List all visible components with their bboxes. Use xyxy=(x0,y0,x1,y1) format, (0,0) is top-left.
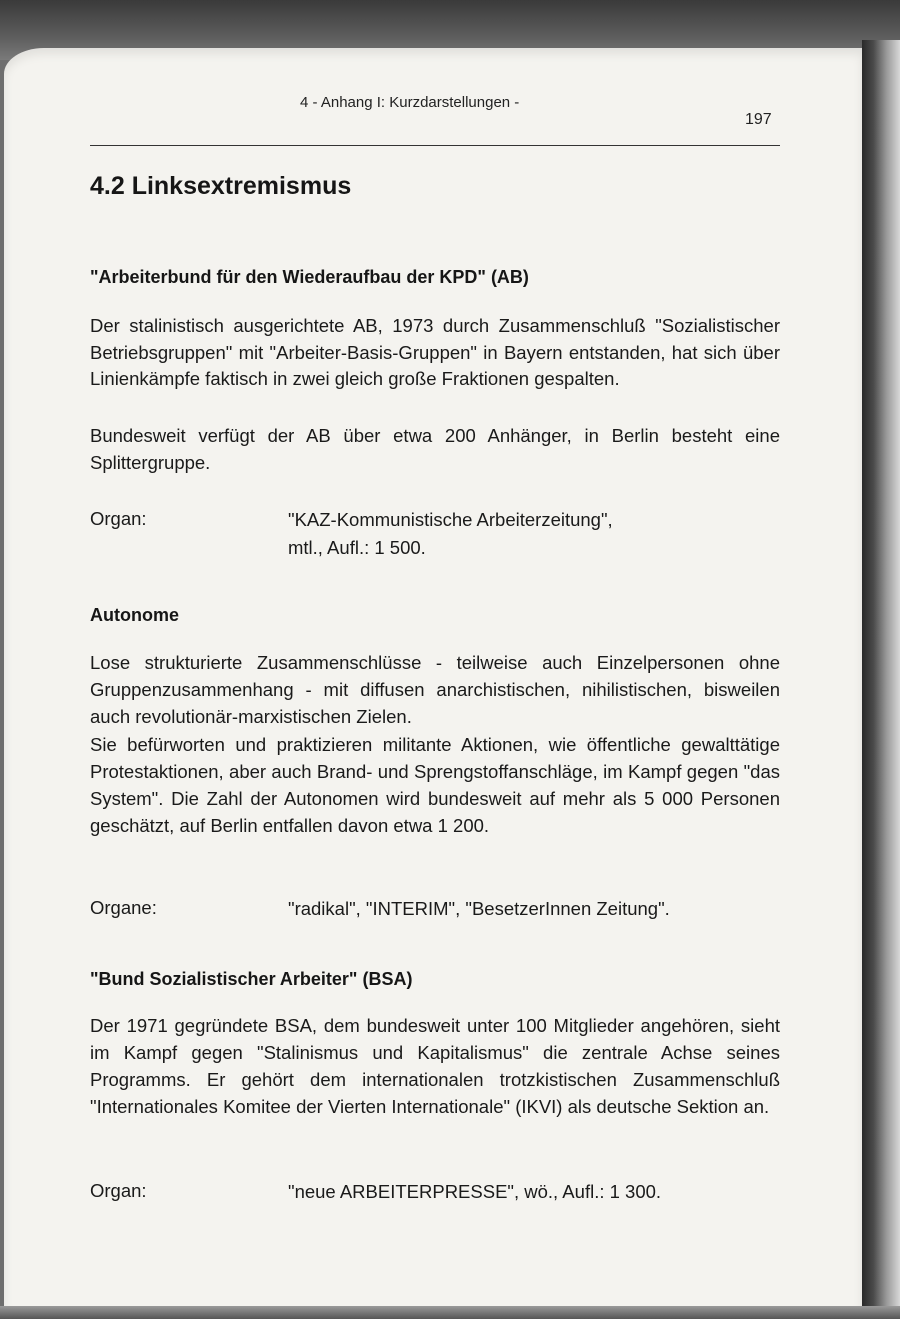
page-number: 197 xyxy=(745,111,772,128)
book-edge-bottom xyxy=(0,1306,900,1319)
entry-ab-organ xyxy=(288,506,613,562)
entry-bsa-organ-line-1: "neue ARBEITERPRESSE", wö., Aufl.: 1 300. xyxy=(288,1181,662,1202)
running-head: 4 - Anhang I: Kurzdarstellungen - xyxy=(300,94,520,111)
entry-autonome-organ-line-1: "radikal", "INTERIM", "BesetzerInnen Zeitung". xyxy=(288,898,670,919)
entry-autonome-organ xyxy=(288,895,670,923)
entry-autonome-paragraph-1: Lose strukturierte Zusammenschlüsse - teilweise auch Einzelpersonen ohne Gruppenzusammenhang - mit diffusen anarchistischen, nihilistischen, bisweilen auch revolutionär-marxistischen Zielen. xyxy=(90,652,780,727)
entry-bsa-organ-label: Organ: xyxy=(90,1180,147,1201)
entry-ab-organ-line-1: "KAZ-Kommunistische Arbeiterzeitung", xyxy=(288,509,613,530)
entry-ab-organ-label: Organ: xyxy=(90,508,147,529)
entry-bsa-organ xyxy=(288,1178,661,1206)
section-title: 4.2 Linksextremismus xyxy=(90,172,352,200)
header-rule xyxy=(90,145,780,146)
book-edge-right xyxy=(862,40,900,1319)
entry-bsa-paragraph-1: Der 1971 gegründete BSA, dem bundesweit unter 100 Mitglieder angehören, sieht im Kampf gegen "Stalinismus und Kapitalismus" die zentrale Achse seines Programms. Er gehört dem internationalen trotzkistischen Zusammenschluß "Internationales Komitee der Vierten Internationale" (IKVI) als deutsche Sektion an. xyxy=(90,1015,780,1117)
entry-autonome-organ-label: Organe: xyxy=(90,897,157,918)
entry-autonome-paragraph-2: Sie befürworten und praktizieren militante Aktionen, wie öffentliche gewalttätige Protestaktionen, aber auch Brand- und Sprengstoffanschläge, im Kampf gegen "das System". Die Zahl der Autonomen wird bundesweit auf mehr als 5 000 Personen geschätzt, auf Berlin entfallen davon etwa 1 200. xyxy=(90,734,780,836)
entry-heading-autonome: Autonome xyxy=(90,605,179,625)
entry-ab-paragraph-1: Der stalinistisch ausgerichtete AB, 1973 durch Zusammenschluß "Sozialistischer Betriebsgruppen" mit "Arbeiter-Basis-Gruppen" in Bayern entstanden, hat sich über Linienkämpfe faktisch in zwei gleich große Fraktionen gespalten. xyxy=(90,315,780,389)
entry-ab-organ-line-2: mtl., Aufl.: 1 500. xyxy=(288,537,426,558)
entry-ab-paragraph-2: Bundesweit verfügt der AB über etwa 200 Anhänger, in Berlin besteht eine Splittergruppe. xyxy=(90,425,780,473)
entry-heading-ab: "Arbeiterbund für den Wiederaufbau der KPD" (AB) xyxy=(90,267,529,287)
entry-heading-bsa: "Bund Sozialistischer Arbeiter" (BSA) xyxy=(90,969,413,989)
